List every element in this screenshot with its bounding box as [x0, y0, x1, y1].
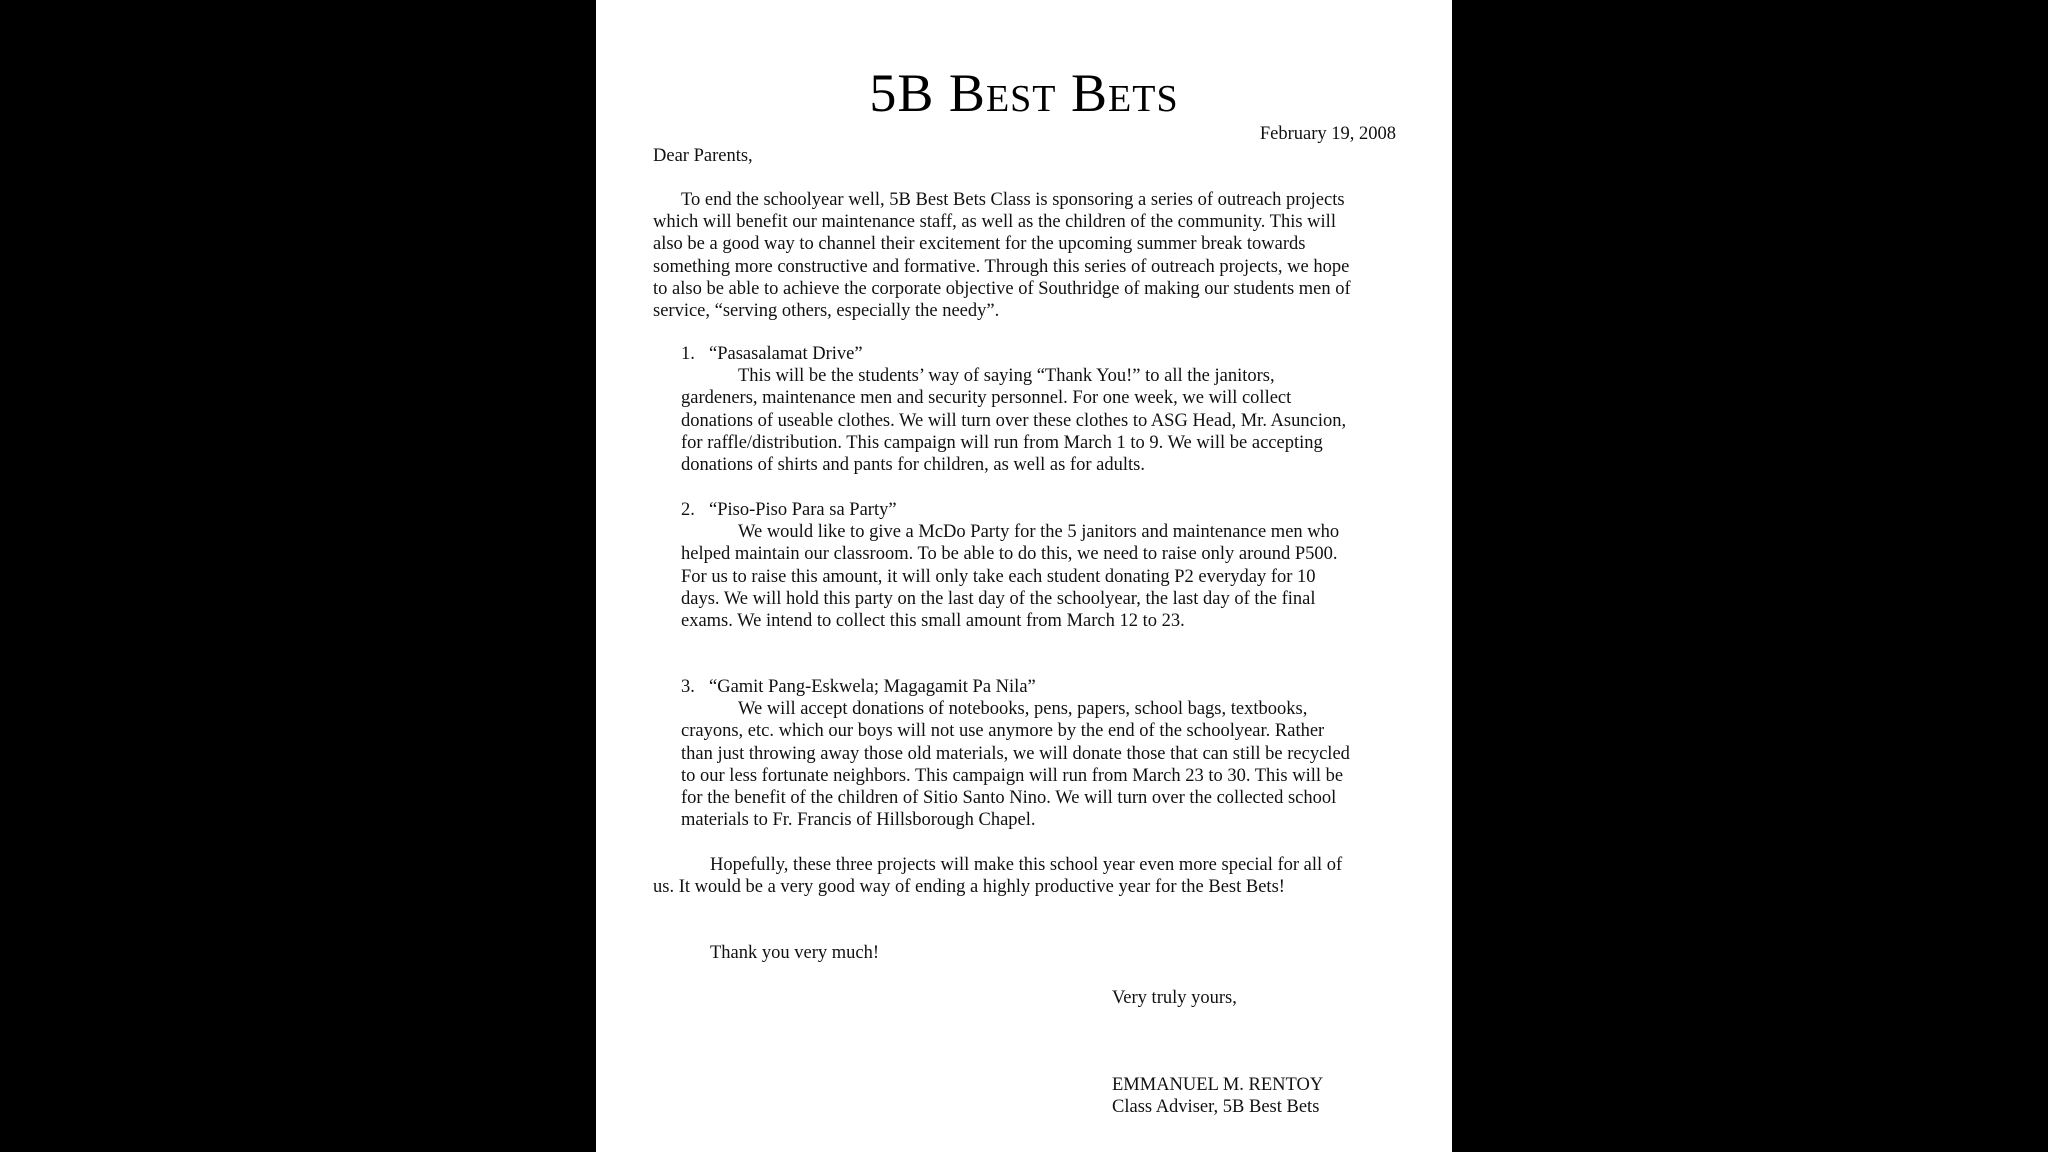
- project-description: We will accept donations of notebooks, pens, papers, school bags, textbooks, crayons, etc. which our boys will not use anymore by the end of the schoolyear. Rather than just throwing away those old materials, we will donate those that can still be recycled to our less fortunate neighbors. This campaign will run from March 23 to 30. This will be for the benefit of the children of Sitio Santo Nino. We will turn over the collected school materials to Fr. Francis of Hillsborough Chapel.: [681, 699, 1350, 831]
- signatory-title: Class Adviser, 5B Best Bets: [1112, 1097, 1320, 1117]
- letter-date: February 19, 2008: [1259, 124, 1396, 144]
- project-title: “Pasasalamat Drive”: [709, 344, 863, 364]
- project-item-3: [681, 676, 1353, 831]
- project-description: This will be the students’ way of saying “Thank You!” to all the janitors, gardeners, maintenance men and security personnel. For one week, we will collect donations of useable clothes. We will turn over these clothes to ASG Head, Mr. Asuncion, for raffle/distribution. This campaign will run from March 1 to 9. We will be accepting donations of shirts and pants for children, as well as for adults.: [681, 366, 1347, 476]
- letter-page: [596, 0, 1452, 1152]
- letter-title: 5B Best Bets: [869, 63, 1179, 123]
- valediction: Very truly yours,: [1112, 988, 1237, 1008]
- project-heading: [681, 499, 1353, 521]
- project-item-2: [681, 499, 1353, 632]
- letter-greeting: Dear Parents,: [653, 146, 753, 166]
- project-number: 3.: [681, 677, 695, 697]
- thanks-line: Thank you very much!: [710, 943, 880, 963]
- signatory-name: EMMANUEL M. RENTOY: [1112, 1075, 1324, 1095]
- project-item-1: [681, 343, 1353, 476]
- closing-paragraph: Hopefully, these three projects will make this school year even more special for all of us. It would be a very good way of ending a highly productive year for the Best Bets!: [653, 855, 1343, 898]
- intro-paragraph: To end the schoolyear well, 5B Best Bets Class is sponsoring a series of outreach projects which will benefit our maintenance staff, as well as the children of the community. This will also be a good way to channel their excitement for the upcoming summer break towards something more constructive and formative. Through this series of outreach projects, we hope to also be able to achieve the corporate objective of Southridge of making our students men of service, “serving others, especially the needy”.: [653, 190, 1351, 322]
- project-number: 1.: [681, 344, 695, 364]
- project-title: “Gamit Pang-Eskwela; Magagamit Pa Nila”: [709, 677, 1036, 697]
- project-heading: [681, 676, 1353, 698]
- project-number: 2.: [681, 500, 695, 520]
- project-heading: [681, 343, 1353, 365]
- project-title: “Piso-Piso Para sa Party”: [709, 500, 897, 520]
- project-description: We would like to give a McDo Party for the 5 janitors and maintenance men who helped maintain our classroom. To be able to do this, we need to raise only around P500. For us to raise this amount, it will only take each student donating P2 everyday for 10 days. We will hold this party on the last day of the schoolyear, the last day of the final exams. We intend to collect this small amount from March 12 to 23.: [681, 522, 1340, 632]
